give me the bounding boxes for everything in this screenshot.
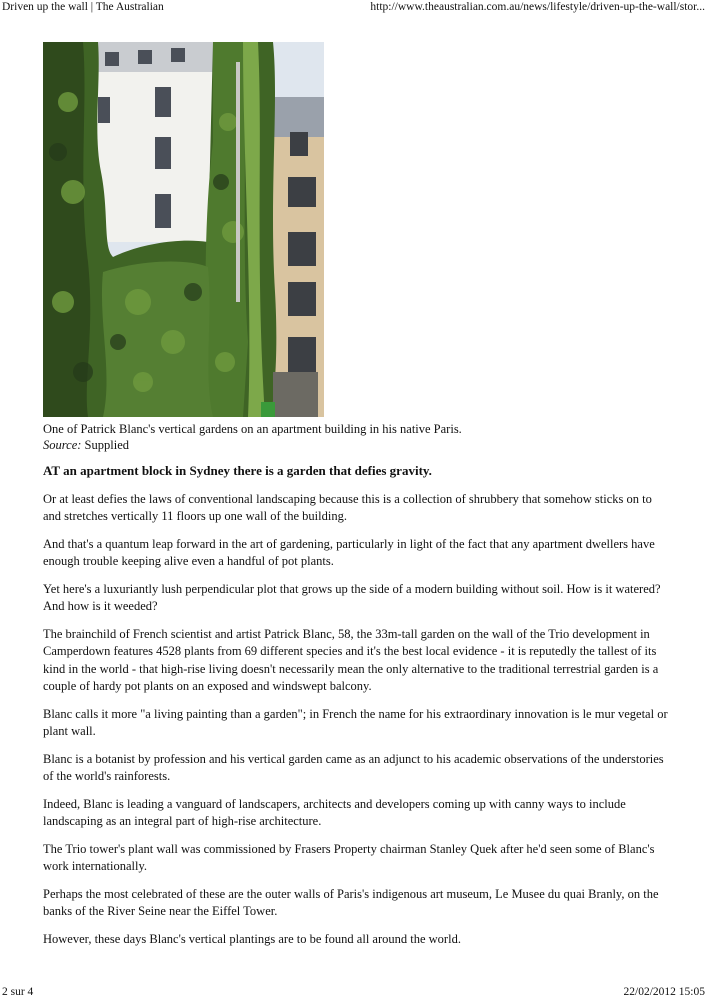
article-lead-paragraph: AT an apartment block in Sydney there is a garden that defies gravity. <box>43 463 432 478</box>
page-header-url[interactable]: http://www.theaustralian.com.au/news/lifestyle/driven-up-the-wall/stor... <box>370 1 705 13</box>
vertical-garden-illustration <box>43 42 324 417</box>
article-paragraph: Yet here's a luxuriantly lush perpendicular plot that grows up the side of a modern building without soil. How is it watered? And how is it weeded? <box>43 581 661 613</box>
article-paragraph: The Trio tower's plant wall was commissioned by Frasers Property chairman Stanley Quek after he'd seen some of Blanc's work internationally. <box>43 841 655 873</box>
caption-text: One of Patrick Blanc's vertical gardens on an apartment building in his native Paris. <box>43 422 462 436</box>
caption-source <box>43 437 683 453</box>
article-paragraph: However, these days Blanc's vertical plantings are to be found all around the world. <box>43 931 461 946</box>
article-paragraph: Or at least defies the laws of conventional landscaping because this is a collection of shrubbery that somehow sticks on to and stretches vertically 11 floors up one wall of the building. <box>43 491 652 523</box>
article-paragraph: And that's a quantum leap forward in the art of gardening, particularly in light of the fact that any apartment dwellers have enough trouble keeping alive even a handful of pot plants. <box>43 536 655 568</box>
article-paragraph: The brainchild of French scientist and artist Patrick Blanc, 58, the 33m-tall garden on the wall of the Trio development in Camperdown features 4528 plants from 69 different species and it's the best local evidence - it is reputedly the tallest of its kind in the world - that high-rise living doesn't necessarily mean the only alternative to the traditional terrestrial garden is a couple of hardy pot plants on an exposed and windswept balcony. <box>43 626 659 693</box>
source-label: Source: <box>43 438 82 452</box>
photo-caption <box>43 421 683 453</box>
article-paragraph: Blanc is a botanist by profession and his vertical garden came as an adjunct to his academic observations of the understories of the world's rainforests. <box>43 751 664 783</box>
vertical-garden-photo <box>43 42 324 417</box>
page-header-title: Driven up the wall | The Australian <box>2 1 164 13</box>
source-value: Supplied <box>84 438 129 452</box>
article-paragraph: Indeed, Blanc is leading a vanguard of landscapers, architects and developers coming up with canny ways to include landscaping as an integral part of high-rise architecture. <box>43 796 626 828</box>
article-paragraph: Blanc calls it more "a living painting than a garden"; in French the name for his extraordinary innovation is le mur vegetal or plant wall. <box>43 706 668 738</box>
article-body <box>43 462 673 958</box>
print-datetime: 22/02/2012 15:05 <box>623 986 705 998</box>
page-number: 2 sur 4 <box>2 986 34 998</box>
article-paragraph: Perhaps the most celebrated of these are the outer walls of Paris's indigenous art museum, Le Musee du quai Branly, on the banks of the River Seine near the Eiffel Tower. <box>43 886 659 918</box>
